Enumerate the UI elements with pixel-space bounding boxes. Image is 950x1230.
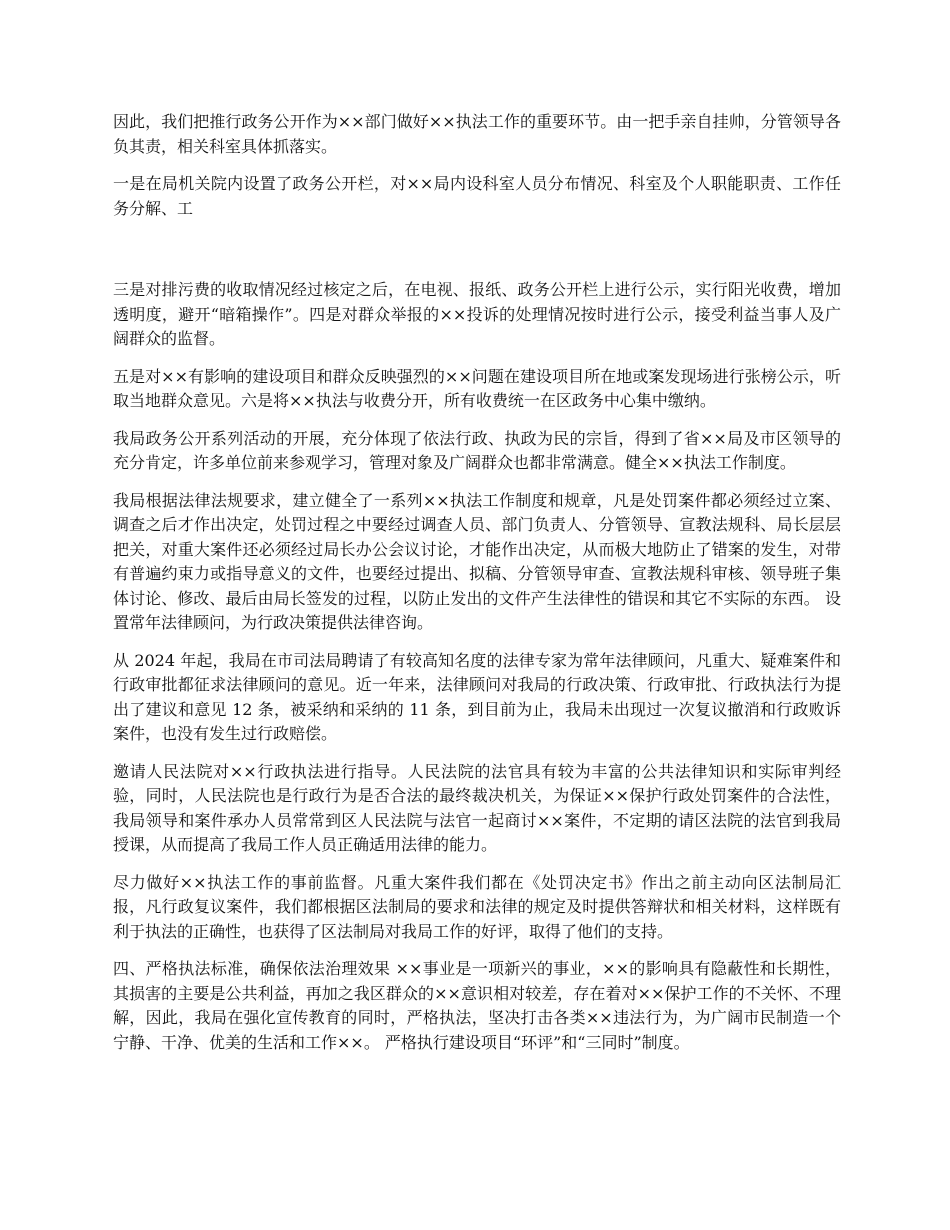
paragraph-4: 五是对××有影响的建设项目和群众反映强烈的××问题在建设项目所在地或案发现场进行张榜公示，听取当地群众意见。六是将××执法与收费分开，所有收费统一在区政务中心集中缴纳。 [113,366,841,410]
paragraph-10: 四、严格执法标准，确保依法治理效果 ××事业是一项新兴的事业，××的影响具有隐蔽性和长期性，其损害的主要是公共利益，再加之我区群众的××意识相对较差，存在着对××保护工作的不关怀、不理解，因此，我局在强化宣传教育的同时，严格执法，坚决打击各类××违法行为，为广阔市民制造一个宁静、干净、优美的生活和工作××。 严格执行建设项目“环评”和“三同时”制度。 [113,959,841,1052]
paragraph-7: 从 2024 年起，我局在市司法局聘请了有较高知名度的法律专家为常年法律顾问，凡重大、疑难案件和行政审批都征求法律顾问的意见。近一年来，法律顾问对我局的行政决策、行政审批、行政执法行为提出了建议和意见 12 条，被采纳和采纳的 11 条，到目前为止，我局未出现过一次复议撤消和行政败诉案件，也没有发生过行政赔偿。 [113,650,841,743]
document-body [113,110,841,1068]
paragraph-8: 邀请人民法院对××行政执法进行指导。人民法院的法官具有较为丰富的公共法律知识和实际审判经验，同时，人民法院也是行政行为是否合法的最终裁决机关，为保证××保护行政处罚案件的合法性，我局领导和案件承办人员常常到区人民法院与法官一起商讨××案件，不定期的请区法院的法官到我局授课，从而提高了我局工作人员正确适用法律的能力。 [113,761,841,854]
paragraph-6: 我局根据法律法规要求，建立健全了一系列××执法工作制度和规章，凡是处罚案件都必须经过立案、调查之后才作出决定，处罚过程之中要经过调查人员、部门负责人、分管领导、宣教法规科、局长层层把关，对重大案件还必须经过局长办公会议讨论，才能作出决定，从而极大地防止了错案的发生，对带有普遍约束力或指导意义的文件，也要经过提出、拟稿、分管领导审查、宣教法规科审核、领导班子集体讨论、修改、最后由局长签发的过程，以防止发出的文件产生法律性的错误和其它不实际的东西。 设置常年法律顾问，为行政决策提供法律咨询。 [113,490,841,632]
paragraph-2: 一是在局机关院内设置了政务公开栏，对××局内设科室人员分布情况、科室及个人职能职责、工作任务分解、工 [113,174,841,218]
paragraph-9: 尽力做好××执法工作的事前监督。凡重大案件我们都在《处罚决定书》作出之前主动向区法制局汇报，凡行政复议案件，我们都根据区法制局的要求和法律的规定及时提供答辩状和相关材料，这样既有利于执法的正确性，也获得了区法制局对我局工作的好评，取得了他们的支持。 [113,872,841,941]
paragraph-1: 因此，我们把推行政务公开作为××部门做好××执法工作的重要环节。由一把手亲自挂帅，分管领导各负其责，相关科室具体抓落实。 [113,112,841,156]
paragraph-5: 我局政务公开系列活动的开展，充分体现了依法行政、执政为民的宗旨，得到了省××局及市区领导的充分肯定，许多单位前来参观学习，管理对象及广阔群众也都非常满意。健全××执法工作制度。 [113,428,841,472]
blank-gap [113,234,841,278]
paragraph-3: 三是对排污费的收取情况经过核定之后，在电视、报纸、政务公开栏上进行公示，实行阳光收费，增加透明度，避开“暗箱操作”。四是对群众举报的××投诉的处理情况按时进行公示，接受利益当事人及广阔群众的监督。 [113,280,841,348]
